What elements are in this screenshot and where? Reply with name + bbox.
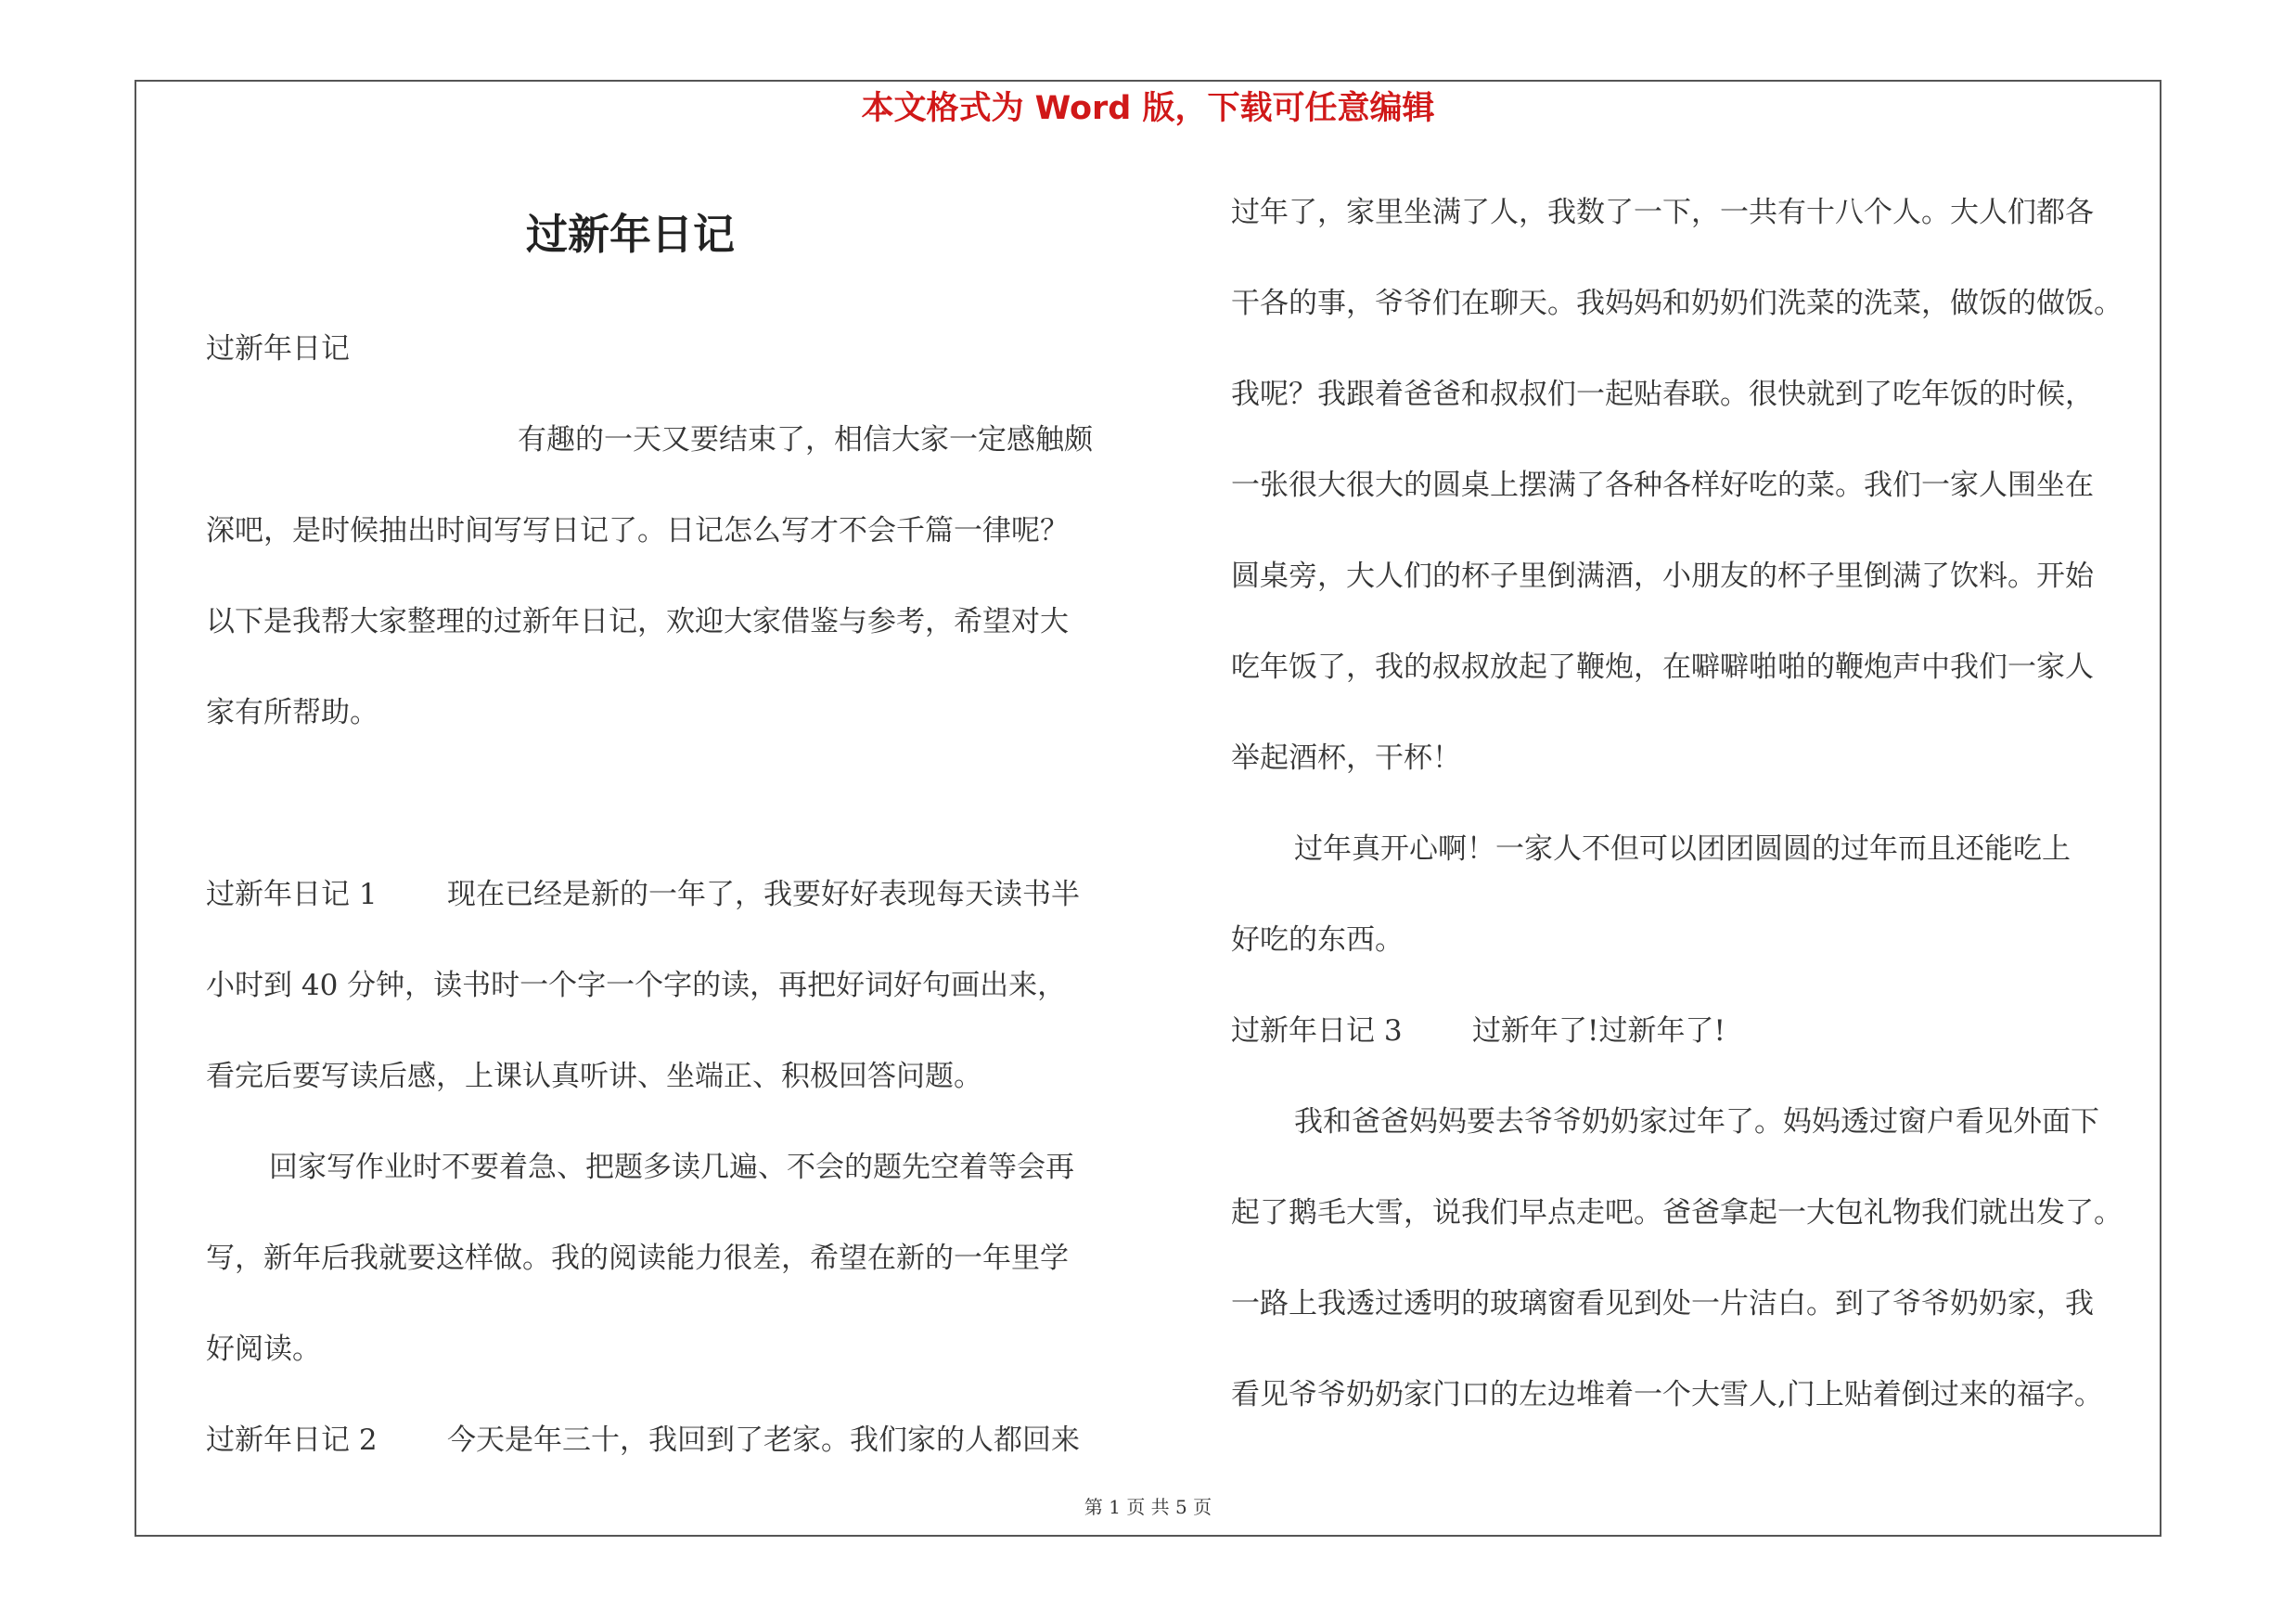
page-number-footer: 第 1 页 共 5 页 bbox=[1084, 1496, 1212, 1518]
intro-line: 深吧，是时候抽出时间写写日记了。日记怎么写才不会千篇一律呢？ bbox=[206, 514, 1069, 547]
document-title: 过新年日记 bbox=[526, 210, 736, 259]
paragraph-line: 圆桌旁，大人们的杯子里倒满酒，小朋友的杯子里倒满了饮料。开始 bbox=[1231, 560, 2094, 593]
intro-line: 以下是我帮大家整理的过新年日记，欢迎大家借鉴与参考，希望对大 bbox=[206, 605, 1069, 638]
paragraph-line: 写，新年后我就要这样做。我的阅读能力很差，希望在新的一年里学 bbox=[206, 1242, 1069, 1275]
paragraph-line: 干各的事，爷爷们在聊天。我妈妈和奶奶们洗菜的洗菜，做饭的做饭。 bbox=[1231, 287, 2123, 320]
paragraph-line: 过年真开心啊！一家人不但可以团团圆圆的过年而且还能吃上 bbox=[1294, 832, 2071, 866]
entry-1-line: 小时到 40 分钟，读书时一个字一个字的读，再把好词好句画出来， bbox=[206, 969, 1067, 1002]
paragraph-line: 一张很大很大的圆桌上摆满了各种各样好吃的菜。我们一家人围坐在 bbox=[1231, 469, 2094, 502]
paragraph-line: 起了鹅毛大雪，说我们早点走吧。爸爸拿起一大包礼物我们就出发了。 bbox=[1231, 1196, 2123, 1230]
paragraph-line: 过年了，家里坐满了人，我数了一下，一共有十八个人。大人们都各 bbox=[1231, 196, 2094, 229]
intro-line: 有趣的一天又要结束了，相信大家一定感触颇 bbox=[518, 423, 1093, 457]
paragraph-line: 我呢？我跟着爸爸和叔叔们一起贴春联。很快就到了吃年饭的时候， bbox=[1231, 378, 2094, 411]
section-heading: 过新年日记 bbox=[206, 332, 350, 366]
paragraph-line: 好吃的东西。 bbox=[1231, 923, 1404, 957]
paragraph-line: 看见爷爷奶奶家门口的左边堆着一个大雪人,门上贴着倒过来的福字。 bbox=[1231, 1378, 2103, 1411]
entry-2-text: 今天是年三十，我回到了老家。我们家的人都回来 bbox=[447, 1423, 1080, 1457]
entry-1-first-line bbox=[206, 849, 1143, 940]
entry-3-text: 过新年了!过新年了! bbox=[1472, 1014, 1725, 1048]
blank-line bbox=[206, 758, 1143, 849]
format-banner: 本文格式为 Word 版，下载可任意编辑 bbox=[861, 90, 1435, 127]
left-column bbox=[206, 303, 1143, 1486]
entry-1-label: 过新年日记 1 bbox=[206, 878, 378, 911]
paragraph-line: 回家写作业时不要着急、把题多读几遍、不会的题先空着等会再 bbox=[269, 1151, 1074, 1184]
paragraph-line: 好阅读。 bbox=[206, 1333, 321, 1366]
paragraph-line: 举起酒杯，干杯！ bbox=[1231, 741, 1461, 775]
intro-line: 家有所帮助。 bbox=[206, 696, 378, 729]
paragraph-line: 吃年饭了，我的叔叔放起了鞭炮，在噼噼啪啪的鞭炮声中我们一家人 bbox=[1231, 650, 2094, 684]
entry-2-first-line bbox=[206, 1395, 1143, 1486]
right-column bbox=[1231, 167, 2164, 1440]
entry-3-label: 过新年日记 3 bbox=[1231, 1014, 1403, 1048]
paragraph-line: 我和爸爸妈妈要去爷爷奶奶家过年了。妈妈透过窗户看见外面下 bbox=[1294, 1105, 2099, 1139]
paragraph-line: 一路上我透过透明的玻璃窗看见到处一片洁白。到了爷爷奶奶家，我 bbox=[1231, 1287, 2094, 1320]
entry-1-text: 现在已经是新的一年了，我要好好表现每天读书半 bbox=[447, 878, 1080, 911]
entry-1-line: 看完后要写读后感，上课认真听讲、坐端正、积极回答问题。 bbox=[206, 1060, 982, 1093]
entry-3-first-line bbox=[1231, 985, 2164, 1076]
entry-2-label: 过新年日记 2 bbox=[206, 1423, 378, 1457]
